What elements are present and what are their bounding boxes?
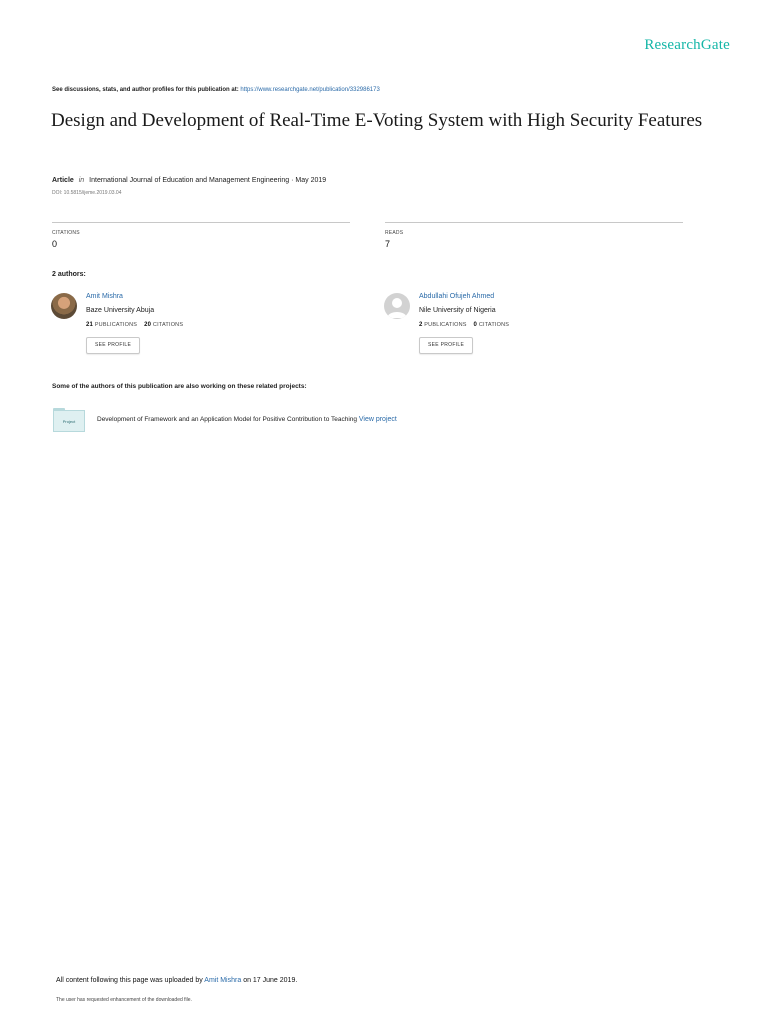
default-user-icon	[384, 293, 410, 319]
upload-suffix: on 17 June 2019.	[243, 977, 298, 984]
journal-name: International Journal of Education and Management Engineering · May 2019	[89, 177, 327, 184]
author-1-institution: Baze University Abuja	[86, 307, 155, 314]
author-1-avatar[interactable]	[51, 293, 77, 319]
project-row	[97, 416, 397, 423]
author-1-name-link[interactable]: Amit Mishra	[86, 293, 123, 300]
upload-prefix: All content following this page was uploaded by	[56, 977, 203, 984]
researchgate-logo[interactable]: ResearchGate	[644, 37, 730, 53]
uploader-link[interactable]: Amit Mishra	[204, 977, 242, 984]
author-2-avatar[interactable]	[384, 293, 410, 319]
reads-divider	[385, 222, 683, 223]
authors-heading: 2 authors:	[52, 271, 86, 278]
author-2-publications-count: 2	[419, 322, 423, 328]
related-projects-heading: Some of the authors of this publication are also working on these related projects:	[52, 383, 307, 390]
publication-doi: DOI: 10.5815/ijeme.2019.03.04	[52, 190, 122, 196]
discussion-text: See discussions, stats, and author profiles for this publication at:	[52, 87, 239, 93]
project-thumb-label: Project	[62, 419, 76, 424]
author-2-citations-label: CITATIONS	[478, 322, 510, 328]
author-1-publications-count: 21	[86, 322, 94, 328]
author-2-see-profile-button[interactable]: SEE PROFILE	[419, 337, 473, 354]
upload-info	[56, 977, 297, 984]
author-2-institution: Nile University of Nigeria	[419, 307, 496, 314]
author-1-citations-count: 20	[144, 322, 152, 328]
publication-type: Article	[52, 177, 74, 184]
author-1-publications-label: PUBLICATIONS	[94, 322, 138, 328]
author-1-stats	[86, 322, 183, 328]
citations-value: 0	[52, 239, 58, 249]
author-1-citations-label: CITATIONS	[152, 322, 184, 328]
author-2-stats	[419, 322, 509, 328]
citations-divider	[52, 222, 350, 223]
discussion-line	[52, 87, 380, 93]
citations-label: CITATIONS	[52, 230, 80, 236]
author-2-citations-count: 0	[473, 322, 478, 328]
author-2-publications-label: PUBLICATIONS	[424, 322, 467, 328]
project-title: Development of Framework and an Application Model for Positive Contribution to Teaching	[97, 416, 358, 423]
publication-in-word: in	[78, 177, 85, 184]
reads-value: 7	[385, 239, 391, 249]
reads-label: READS	[385, 230, 404, 236]
view-project-link[interactable]: View project	[358, 416, 397, 423]
project-folder-icon[interactable]	[53, 410, 85, 432]
author-2-name-link[interactable]: Abdullahi Ofujeh Ahmed	[419, 293, 495, 300]
publication-url-link[interactable]: https://www.researchgate.net/publication/332986173	[240, 87, 380, 93]
author-1-see-profile-button[interactable]: SEE PROFILE	[86, 337, 140, 354]
publication-meta	[52, 177, 326, 184]
publication-title: Design and Development of Real-Time E-Voting System with High Security Features	[51, 110, 703, 131]
enhancement-note: The user has requested enhancement of the downloaded file.	[56, 997, 192, 1003]
